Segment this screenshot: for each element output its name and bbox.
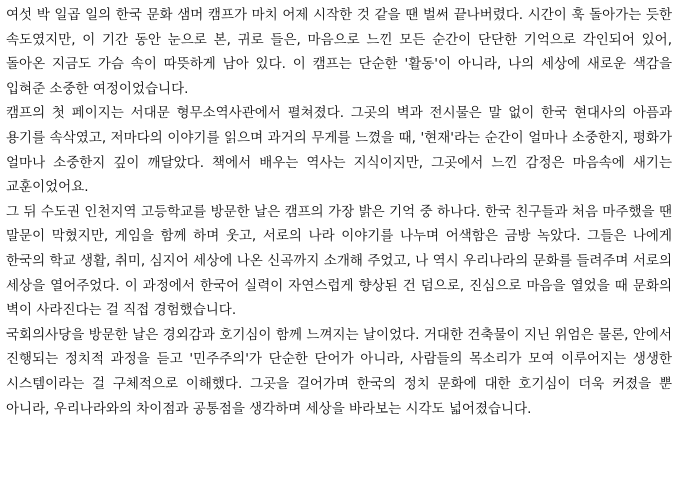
paragraph-high-school-visit: 그 뒤 수도권 인천지역 고등학교를 방문한 날은 캠프의 가장 밝은 기억 중 하나다. 한국 친구들과 처음 마주했을 땐 말문이 막혔지만, 게임을 함께 하며 웃고, 서로의 나라 이야기를 나누며 어색함은 금방 녹았다. 그들은 나에게 한국의 학교 생활, 취미, 심지어 세상에 나온 신곡까지 소개해 주었고, 나 역시 우리나라의 문화를 들려주며 서로의 세상을 열어주었다. 이 과정에서 한국어 실력이 자연스럽게 향상된 건 덤으로, 진심으로 마음을 열었을 때 문화의 벽이 사라진다는 걸 직접 경험했습니다. [6,203,672,319]
paragraph-national-assembly-visit: 국회의사당을 방문한 날은 경외감과 호기심이 함께 느껴지는 날이었다. 거대한 건축물이 지닌 위엄은 물론, 안에서 진행되는 정치적 과정을 듣고 '민주주의'가 단순한 단어가 아니라, 사람들의 목소리가 모여 이루어지는 생생한 시스템이라는 걸 구체적으로 이해했다. 그곳을 걸어가며 한국의 정치 문화에 대한 호기심이 더욱 커졌을 뿐 아니라, 우리나라와의 차이점과 공통점을 생각하며 세상을 바라보는 시각도 넓어졌습니다. [6,326,672,417]
paragraph-prison-history-museum: 캠프의 첫 페이지는 서대문 형무소역사관에서 펼쳐졌다. 그곳의 벽과 전시물은 말 없이 한국 현대사의 아픔과 용기를 속삭였고, 저마다의 이야기를 읽으며 과거의 무게를 느꼈을 때, '현재'라는 순간이 얼마나 소중한지, 평화가 얼마나 소중한지 깊이 깨달았다. 책에서 배우는 역사는 지식이지만, 그곳에서 느낀 감정은 마음속에 새기는 교훈이었어요. [6,105,672,196]
document-body [6,3,672,421]
paragraph-summer-camp-intro: 여섯 박 일곱 일의 한국 문화 샘머 캠프가 마치 어제 시작한 것 같을 땐 벌써 끝나버렸다. 시간이 훅 돌아가는 듯한 속도였지만, 이 기간 동안 눈으로 본, 귀로 들은, 마음으로 느낀 모든 순간이 단단한 기억으로 각인되어 있어, 돌아온 지금도 가슴 속이 따뜻하게 남아 있다. 이 캠프는 단순한 '활동'이 아니라, 나의 세상에 새로운 색감을 입혀준 소중한 여정이었습니다. [6,7,672,97]
